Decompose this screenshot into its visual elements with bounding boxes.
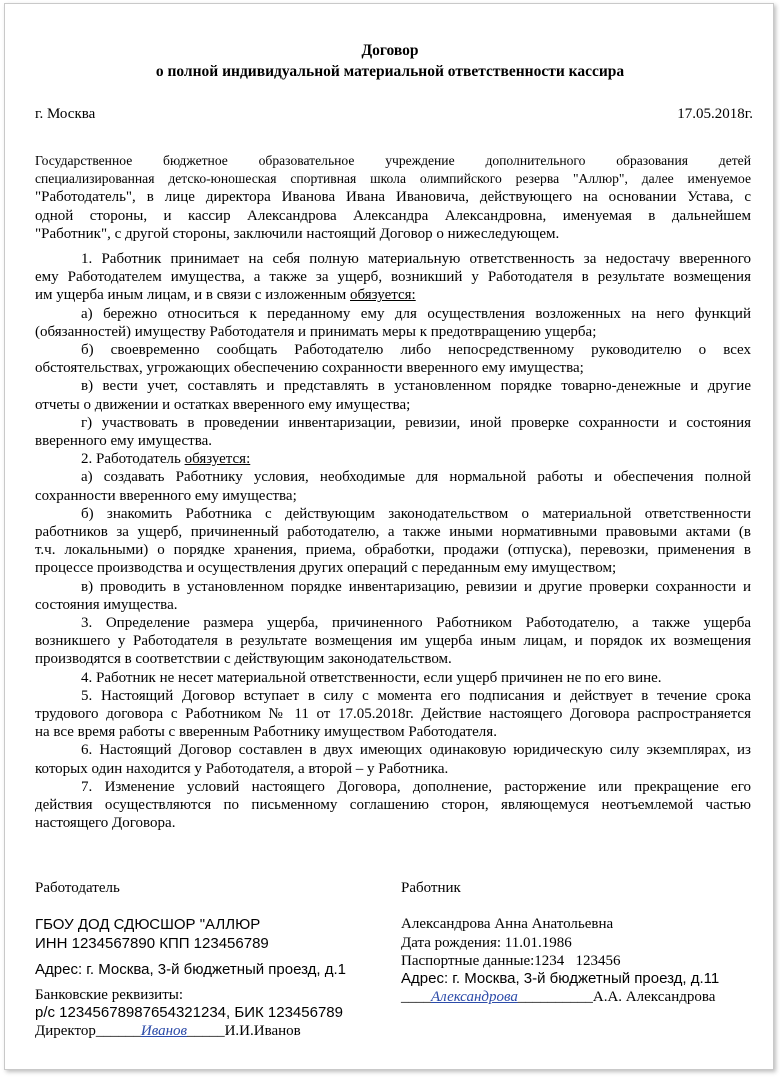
text-line: 1. Работник принимает на себя полную материальную ответственность за недостачу вверенного [81, 251, 751, 267]
item-a-line: сохранности вверенного ему имущества; [35, 487, 297, 504]
section-6-line: 6. Настоящий Договор составлен в двух имеющих одинаковую юридическую силу экземплярах, из [81, 742, 751, 759]
section-3-line: 3. Определение размера ущерба, причиненного Работником Работодателю, а также ущерба [81, 615, 751, 632]
employer-inn: ИНН 1234567890 КПП 123456789 [35, 935, 269, 952]
employer-bank-heading: Банковские реквизиты: [35, 987, 184, 1003]
employer-signer-name: И.И.Иванов [224, 1023, 301, 1039]
text-fragment: им ущерба иным лицам, и в связи с изложенным [35, 287, 351, 304]
obligation-underlined: обязуется: [350, 287, 416, 304]
item-b-line: б) своевременно сообщать Работодателю либо непосредственному руководителю о всех [81, 342, 751, 359]
employee-birth: Дата рождения: 11.01.1986 [401, 935, 572, 951]
section-7-line: настоящего Договора. [35, 815, 176, 832]
item-b-line: т.ч. локальными) о порядке хранения, приема, обработки, продажи (отпуска), перевозки, применения в [35, 542, 751, 559]
signature-underline: _____ [187, 1023, 225, 1039]
signature-underline: ____ [401, 989, 431, 1005]
employee-name: Александрова Анна Анатольевна [401, 916, 614, 932]
signature-underline: ______ [95, 1023, 141, 1039]
employee-signature-line [401, 989, 715, 1006]
section-7-line: 7. Изменение условий настоящего Договора, дополнение, расторжение или прекращение его [81, 778, 751, 795]
section-3-line: возникшего у Работодателя в результате возмещения им ущерба иным лицам, и порядок их возмещения [35, 633, 751, 650]
employee-passport: Паспортные данные:1234 123456 [401, 953, 621, 969]
obligation-underlined: обязуется: [184, 451, 251, 468]
signature-underline: __________ [517, 989, 593, 1005]
text-line: Государственное бюджетное образовательное учреждение дополнительного образования детей [35, 153, 751, 168]
text-fragment: 2. Работодатель [81, 451, 185, 468]
employer-heading: Работодатель [35, 880, 120, 896]
item-d-line: вверенного ему имущества. [35, 433, 212, 450]
document-title: Договор [361, 42, 419, 59]
item-c-line: отчеты о движении и остатках вверенного ему имущества; [35, 396, 411, 413]
employee-address: Адрес: г. Москва, 3-й бюджетный проезд, д.11 [401, 970, 720, 987]
item-c-line: в) проводить в установленном порядке инвентаризацию, ревизии и другие проверки сохранности и [81, 578, 751, 595]
item-d-line: г) участвовать в проведении инвентаризации, ревизии, иной проверке сохранности и состояния [81, 414, 751, 431]
date: 17.05.2018г. [677, 106, 753, 122]
employer-signature: Иванов [140, 1023, 188, 1039]
item-b-line: обстоятельствах, угрожающих обеспечению сохранности вверенного ему имущества; [35, 360, 584, 377]
item-a-line: а) бережно относиться к переданному ему для осуществления возложенных на него функций [81, 305, 751, 322]
item-b-line: работников за ущерб, причиненный работодателю, а также иными нормативными правовыми актами (в [35, 524, 751, 541]
item-a-line: (обязанностей) имуществу Работодателя и принимать меры к предотвращению ущерба; [35, 323, 597, 340]
section-2-heading [35, 450, 751, 468]
employer-signature-line [35, 1023, 301, 1040]
employer-address: Адрес: г. Москва, 3-й бюджетный проезд, д.1 [35, 961, 347, 978]
section-5-line: 5. Настоящий Договор вступает в силу с момента его подписания и действует в течение срока [81, 687, 751, 704]
place: г. Москва [35, 106, 96, 122]
text-line [35, 286, 751, 304]
employee-signature: Александрова [431, 989, 518, 1005]
employer-bank: р/с 12345678987654321234, БИК 123456789 [35, 1004, 343, 1021]
text-line: одной стороны, и кассир Александрова Александра Александровна, именуемая в дальнейшем [35, 207, 751, 224]
section-1 [35, 250, 751, 833]
intro-paragraph [35, 152, 751, 243]
section-7-line: действия осуществляются по письменному соглашению сторон, являющемуся неотъемлемой частью [35, 797, 751, 814]
item-b-line: процессе производства и осуществления других операций с переданным ему имуществом; [35, 560, 617, 577]
text-line: "Работодатель", в лице директора Иванова Ивана Ивановича, действующего на основании Устава, с [35, 189, 751, 206]
text-line: специализированная детско-юношеская спортивная школа олимпийского резерва "Аллюр", далее именуемое [35, 171, 751, 187]
text-line: "Работник", с другой стороны, заключили настоящий Договор о нижеследующем. [35, 225, 560, 242]
section-5-line: трудового договора с Работником № 11 от 17.05.2018г. Действие настоящего Договора распространяется [35, 706, 751, 723]
section-6-line: которых один находится у Работодателя, а второй – у Работника. [35, 760, 449, 777]
item-c-line: в) вести учет, составлять и представлять в установленном порядке товарно-денежные и другие [81, 378, 751, 395]
document-subtitle: о полной индивидуальной материальной ответственности кассира [155, 63, 625, 80]
section-3-line: производятся в соответствии с действующим законодательством. [35, 651, 452, 668]
employee-signer-name: А.А. Александрова [592, 989, 716, 1005]
section-4-line: 4. Работник не несет материальной ответственности, если ущерб причинен не по его вине. [81, 669, 662, 686]
employee-heading: Работник [401, 880, 461, 896]
text-line: ему Работодателем имущества, а также за ущерб, возникший у Работодателя в результате возмещения [35, 269, 751, 286]
employer-name: ГБОУ ДОД СДЮСШОР "АЛЛЮР [35, 916, 261, 933]
item-a-line: а) создавать Работнику условия, необходимые для нормальной работы и обеспечения полной [81, 469, 751, 486]
item-c-line: состояния имущества. [35, 596, 178, 613]
item-b-line: б) знакомить Работника с действующим законодательством о материальной ответственности [81, 505, 751, 522]
signer-title: Директор [35, 1023, 96, 1039]
document-page [4, 3, 774, 1070]
section-5-line: на все время работы с вверенным Работнику имуществом Работодателя. [35, 724, 497, 741]
